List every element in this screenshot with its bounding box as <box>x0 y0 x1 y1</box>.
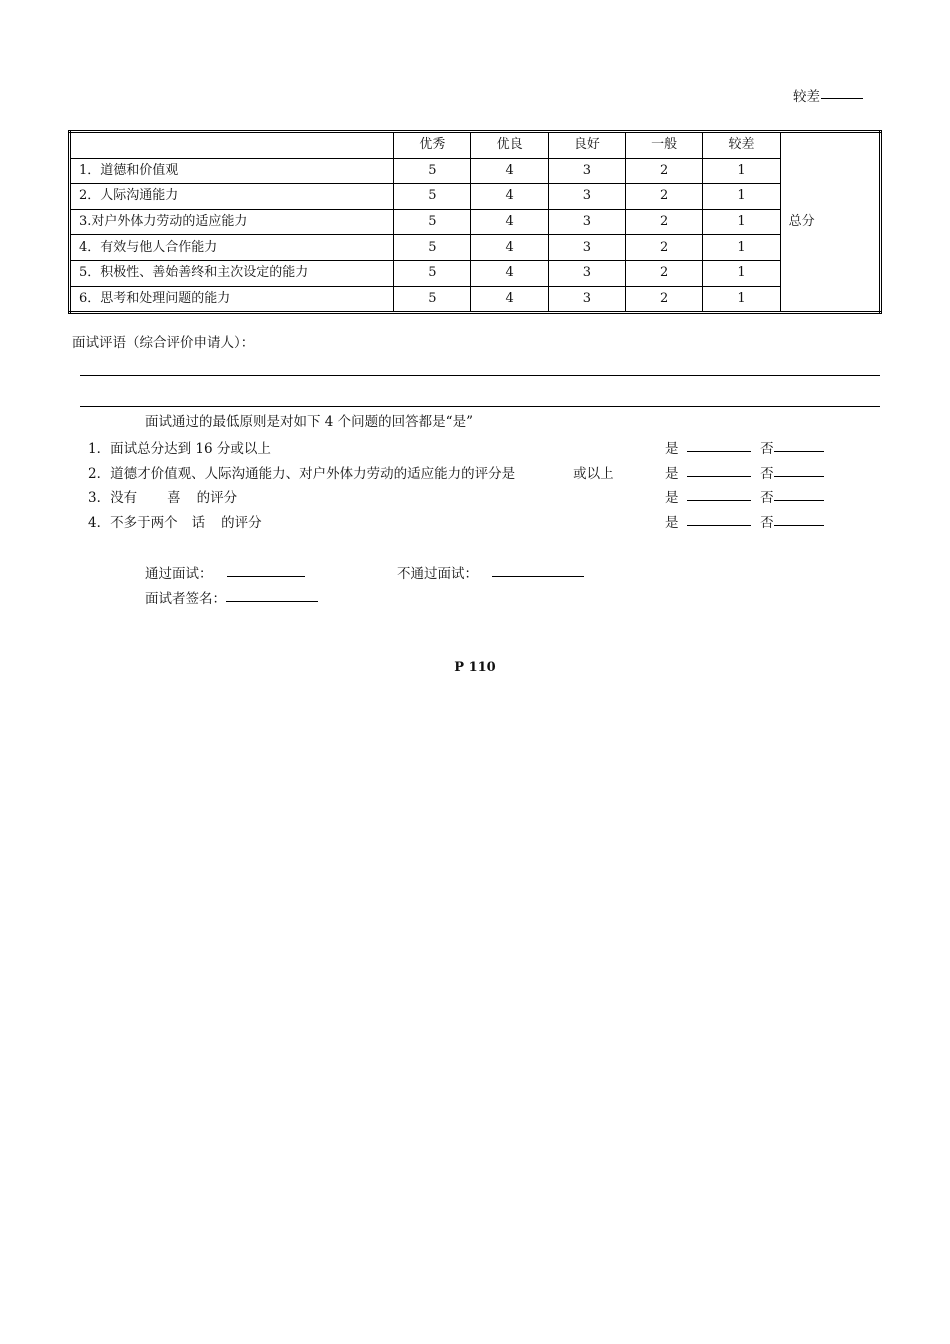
no-blank[interactable] <box>774 437 824 452</box>
score-cell[interactable]: 4 <box>471 235 548 261</box>
yes-blank[interactable] <box>687 486 751 501</box>
answer-row-4 <box>665 511 824 531</box>
score-cell[interactable]: 1 <box>703 260 780 286</box>
criterion-label: 4．有效与他人合作能力 <box>70 235 394 261</box>
fail-label: 不通过面试： <box>397 566 478 582</box>
signature-field <box>145 587 318 607</box>
score-cell[interactable]: 3 <box>548 286 625 313</box>
score-cell[interactable]: 1 <box>703 158 780 184</box>
score-table <box>68 130 882 314</box>
yes-blank[interactable] <box>687 437 751 452</box>
pass-principle: 面试通过的最低原则是对如下 4 个问题的回答都是“是” <box>145 414 473 430</box>
question-3 <box>88 486 237 506</box>
answer-row-3 <box>665 486 824 506</box>
score-cell[interactable]: 4 <box>471 158 548 184</box>
table-row <box>70 184 881 210</box>
yes-label: 是 <box>665 466 679 482</box>
signature-label: 面试者签名： <box>145 591 226 607</box>
answer-row-2 <box>665 462 824 482</box>
score-cell[interactable]: 4 <box>471 209 548 235</box>
yes-blank[interactable] <box>687 462 751 477</box>
score-cell[interactable]: 4 <box>471 184 548 210</box>
criterion-label: 3.对户外体力劳动的适应能力 <box>70 209 394 235</box>
no-label: 否 <box>760 466 774 482</box>
score-cell[interactable]: 2 <box>626 235 703 261</box>
question-text-3: 的评分 <box>196 490 238 506</box>
page-number: P 110 <box>454 660 496 675</box>
score-cell[interactable]: 4 <box>471 286 548 313</box>
header-cell: 一般 <box>626 132 703 159</box>
table-row <box>70 235 881 261</box>
score-cell[interactable]: 3 <box>548 184 625 210</box>
question-4 <box>88 511 262 531</box>
question-text-2: 喜 <box>167 490 181 506</box>
table-row <box>70 260 881 286</box>
header-cell: 优秀 <box>394 132 471 159</box>
question-2 <box>88 462 614 482</box>
comment-line-2[interactable] <box>80 406 880 407</box>
score-cell[interactable]: 3 <box>548 260 625 286</box>
score-cell[interactable]: 2 <box>626 184 703 210</box>
score-cell[interactable]: 5 <box>394 286 471 313</box>
score-cell[interactable]: 1 <box>703 286 780 313</box>
score-cell[interactable]: 1 <box>703 209 780 235</box>
score-cell[interactable]: 5 <box>394 260 471 286</box>
score-cell[interactable]: 5 <box>394 158 471 184</box>
header-cell: 优良 <box>471 132 548 159</box>
top-right-rating <box>793 85 863 105</box>
score-cell[interactable]: 5 <box>394 209 471 235</box>
total-score-cell[interactable]: 总分 <box>780 132 880 313</box>
question-text-3: 的评分 <box>221 515 262 531</box>
score-cell[interactable]: 3 <box>548 235 625 261</box>
top-right-label: 较差 <box>793 89 820 105</box>
no-blank[interactable] <box>774 486 824 501</box>
question-text: 3．没有 <box>88 490 138 506</box>
score-cell[interactable]: 2 <box>626 209 703 235</box>
table-header-row <box>70 132 881 159</box>
comment-label: 面试评语（综合评价申请人）： <box>72 335 255 351</box>
comment-line-1[interactable] <box>80 375 880 376</box>
question-text: 4．不多于两个 <box>88 515 178 531</box>
yes-label: 是 <box>665 490 679 506</box>
score-cell[interactable]: 1 <box>703 235 780 261</box>
no-label: 否 <box>760 441 774 457</box>
question-text: 1．面试总分达到 16 分或以上 <box>88 441 271 457</box>
table-row <box>70 158 881 184</box>
score-cell[interactable]: 5 <box>394 184 471 210</box>
pass-label: 通过面试： <box>145 566 213 582</box>
question-text: 2．道德才价值观、人际沟通能力、对户外体力劳动的适应能力的评分是 <box>88 466 516 482</box>
no-blank[interactable] <box>774 462 824 477</box>
score-cell[interactable]: 3 <box>548 209 625 235</box>
question-text-2: 话 <box>191 515 206 531</box>
table-row <box>70 286 881 313</box>
top-right-blank[interactable] <box>821 85 863 99</box>
criterion-label: 1．道德和价值观 <box>70 158 394 184</box>
header-cell: 良好 <box>548 132 625 159</box>
score-cell[interactable]: 1 <box>703 184 780 210</box>
no-blank[interactable] <box>774 511 824 526</box>
signature-blank[interactable] <box>226 587 318 602</box>
criterion-label: 5．积极性、善始善终和主次设定的能力 <box>70 260 394 286</box>
yes-label: 是 <box>665 441 679 457</box>
question-extra: 或以上 <box>573 466 614 482</box>
score-cell[interactable]: 3 <box>548 158 625 184</box>
score-cell[interactable]: 4 <box>471 260 548 286</box>
table-row <box>70 209 881 235</box>
yes-blank[interactable] <box>687 511 751 526</box>
header-cell: 较差 <box>703 132 780 159</box>
answer-row-1 <box>665 437 824 457</box>
score-cell[interactable]: 2 <box>626 158 703 184</box>
no-label: 否 <box>760 515 774 531</box>
header-blank-cell <box>70 132 394 159</box>
pass-blank[interactable] <box>227 562 305 577</box>
criterion-label: 2．人际沟通能力 <box>70 184 394 210</box>
no-label: 否 <box>760 490 774 506</box>
fail-interview-field <box>397 562 584 582</box>
score-cell[interactable]: 5 <box>394 235 471 261</box>
pass-interview-field <box>145 562 305 582</box>
score-cell[interactable]: 2 <box>626 260 703 286</box>
criterion-label: 6．思考和处理问题的能力 <box>70 286 394 313</box>
fail-blank[interactable] <box>492 562 584 577</box>
score-cell[interactable]: 2 <box>626 286 703 313</box>
yes-label: 是 <box>665 515 679 531</box>
question-1 <box>88 437 271 457</box>
